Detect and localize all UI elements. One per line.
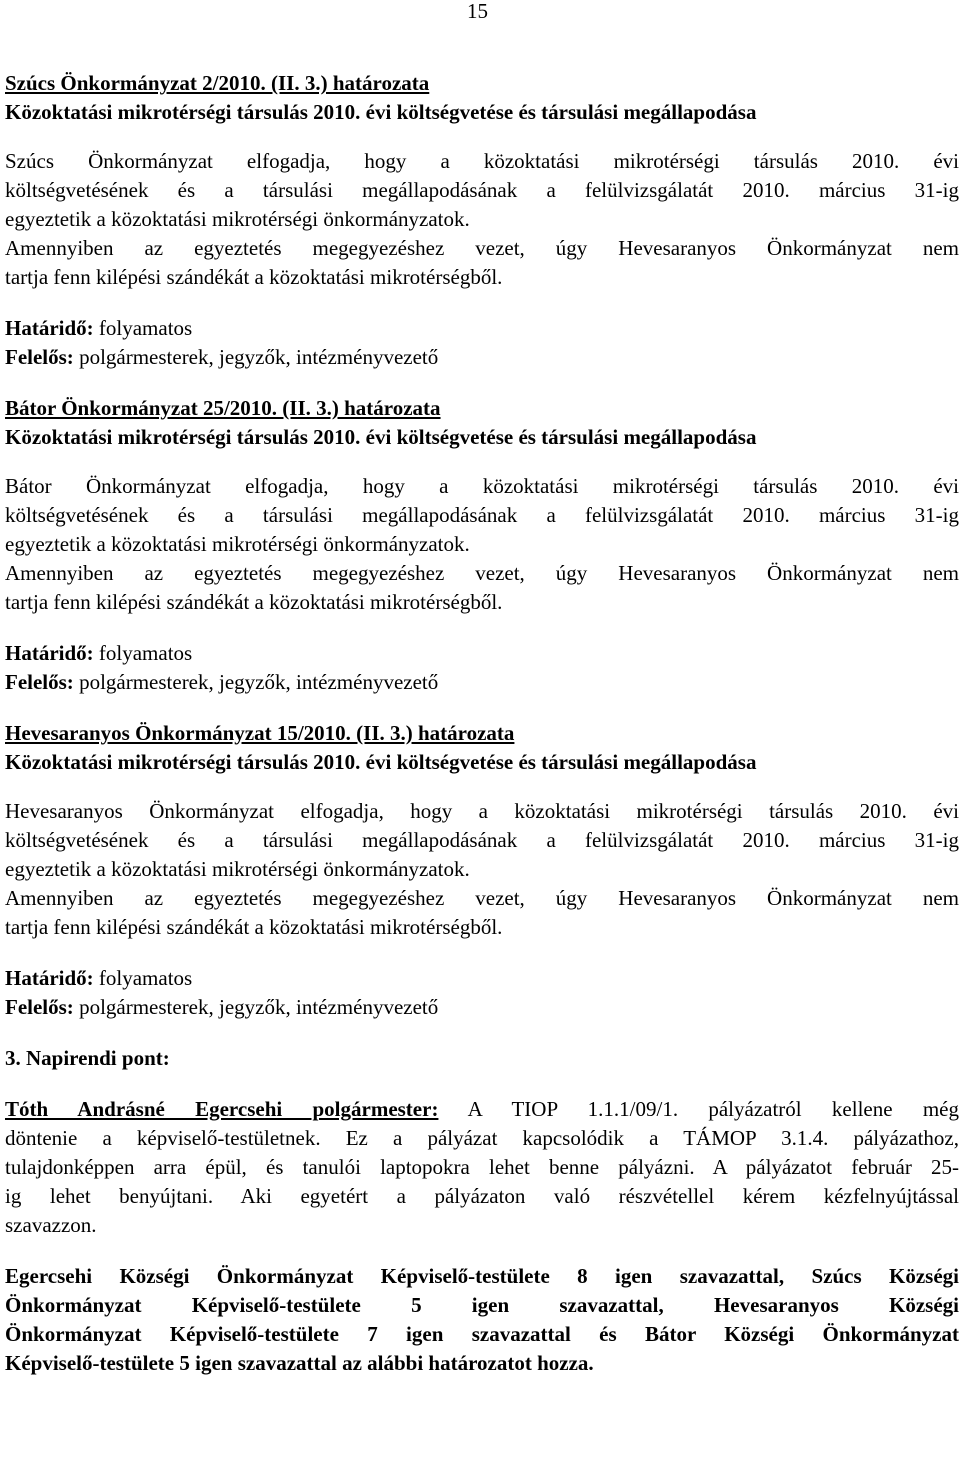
resolution-section-bator bbox=[5, 394, 959, 697]
document-body bbox=[5, 69, 959, 1378]
speech-line: szavazzon. bbox=[5, 1213, 97, 1237]
resolution-heading: Bátor Önkormányzat 25/2010. (II. 3.) határozata bbox=[5, 396, 441, 420]
resolution-text-line: költségvetésének és a társulási megállapodásának a felülvizsgálatát 2010. március 31-ig bbox=[5, 503, 959, 527]
vote-paragraph bbox=[5, 1262, 959, 1378]
resolution-section-szucs bbox=[5, 69, 959, 372]
resolution-condition-line: Amennyiben az egyeztetés megegyezéshez vezet, úgy Hevesaranyos Önkormányzat nem bbox=[5, 236, 959, 260]
deadline-label: Határidő: bbox=[5, 966, 94, 990]
deadline-value: folyamatos bbox=[93, 316, 193, 340]
resolution-condition-line: Amennyiben az egyeztetés megegyezéshez vezet, úgy Hevesaranyos Önkormányzat nem bbox=[5, 886, 959, 910]
responsible-value: polgármesterek, jegyzők, intézményvezető bbox=[73, 345, 439, 369]
resolution-section-hevesaranyos bbox=[5, 719, 959, 1022]
resolution-text-line: egyeztetik a közoktatási mikrotérségi önkormányzatok. bbox=[5, 857, 470, 881]
resolution-subheading: Közoktatási mikrotérségi társulás 2010. évi költségvetése és társulási megállapodása bbox=[5, 750, 757, 774]
deadline-line bbox=[5, 964, 959, 993]
vote-line: Önkormányzat Képviselő-testülete 7 igen szavazattal és Bátor Községi Önkormányzat bbox=[5, 1322, 959, 1346]
resolution-heading: Hevesaranyos Önkormányzat 15/2010. (II. 3.) határozata bbox=[5, 721, 515, 745]
responsible-line bbox=[5, 343, 959, 372]
deadline-value: folyamatos bbox=[93, 641, 193, 665]
resolution-condition-line: tartja fenn kilépési szándékát a közoktatási mikrotérségből. bbox=[5, 265, 503, 289]
resolution-text-line: egyeztetik a közoktatási mikrotérségi önkormányzatok. bbox=[5, 207, 470, 231]
deadline-line bbox=[5, 639, 959, 668]
vote-line: Egercsehi Községi Önkormányzat Képviselő-testülete 8 igen szavazattal, Szúcs Községi bbox=[5, 1264, 959, 1288]
responsible-label: Felelős: bbox=[5, 670, 74, 694]
responsible-label: Felelős: bbox=[5, 995, 74, 1019]
resolution-text-line: költségvetésének és a társulási megállapodásának a felülvizsgálatát 2010. március 31-ig bbox=[5, 828, 959, 852]
speech-line: ig lehet benyújtani. Aki egyetért a pályázaton való részvétellel kérem kézfelnyújtással bbox=[5, 1184, 959, 1208]
vote-line: Önkormányzat Képviselő-testülete 5 igen szavazattal, Hevesaranyos Községi bbox=[5, 1293, 959, 1317]
resolution-heading: Szúcs Önkormányzat 2/2010. (II. 3.) határozata bbox=[5, 71, 430, 95]
resolution-condition-line: Amennyiben az egyeztetés megegyezéshez vezet, úgy Hevesaranyos Önkormányzat nem bbox=[5, 561, 959, 585]
resolution-text-line: költségvetésének és a társulási megállapodásának a felülvizsgálatát 2010. március 31-ig bbox=[5, 178, 959, 202]
speech-line: döntenie a képviselő-testületnek. Ez a pályázat kapcsolódik a TÁMOP 3.1.4. pályázathoz, bbox=[5, 1126, 959, 1150]
responsible-value: polgármesterek, jegyzők, intézményvezető bbox=[73, 670, 439, 694]
resolution-subheading: Közoktatási mikrotérségi társulás 2010. évi költségvetése és társulási megállapodása bbox=[5, 100, 757, 124]
resolution-condition-line: tartja fenn kilépési szándékát a közoktatási mikrotérségből. bbox=[5, 915, 503, 939]
vote-line: Képviselő-testülete 5 igen szavazattal az alábbi határozatot hozza. bbox=[5, 1351, 594, 1375]
agenda-item-heading: 3. Napirendi pont: bbox=[5, 1046, 170, 1070]
resolution-subheading: Közoktatási mikrotérségi társulás 2010. évi költségvetése és társulási megállapodása bbox=[5, 425, 757, 449]
speaker-name: Tóth Andrásné Egercsehi polgármester: bbox=[5, 1097, 439, 1121]
speech-first-line bbox=[5, 1095, 959, 1124]
resolution-text-line: Szúcs Önkormányzat elfogadja, hogy a közoktatási mikrotérségi társulás 2010. évi bbox=[5, 149, 959, 173]
speech-line: tulajdonképpen arra épül, és tanulói laptopokra lehet benne pályázni. A pályázatot február 25- bbox=[5, 1155, 959, 1179]
resolution-text-line: Hevesaranyos Önkormányzat elfogadja, hogy a közoktatási mikrotérségi társulás 2010. évi bbox=[5, 799, 959, 823]
resolution-text-line: egyeztetik a közoktatási mikrotérségi önkormányzatok. bbox=[5, 532, 470, 556]
responsible-label: Felelős: bbox=[5, 345, 74, 369]
deadline-label: Határidő: bbox=[5, 641, 94, 665]
deadline-label: Határidő: bbox=[5, 316, 94, 340]
page-number: 15 bbox=[467, 0, 488, 23]
responsible-line bbox=[5, 993, 959, 1022]
speech-text: A TIOP 1.1.1/09/1. pályázatról kellene még bbox=[438, 1097, 959, 1121]
speech-paragraph bbox=[5, 1095, 959, 1240]
responsible-line bbox=[5, 668, 959, 697]
deadline-value: folyamatos bbox=[93, 966, 193, 990]
resolution-condition-line: tartja fenn kilépési szándékát a közoktatási mikrotérségből. bbox=[5, 590, 503, 614]
resolution-text-line: Bátor Önkormányzat elfogadja, hogy a közoktatási mikrotérségi társulás 2010. évi bbox=[5, 474, 959, 498]
responsible-value: polgármesterek, jegyzők, intézményvezető bbox=[73, 995, 439, 1019]
deadline-line bbox=[5, 314, 959, 343]
